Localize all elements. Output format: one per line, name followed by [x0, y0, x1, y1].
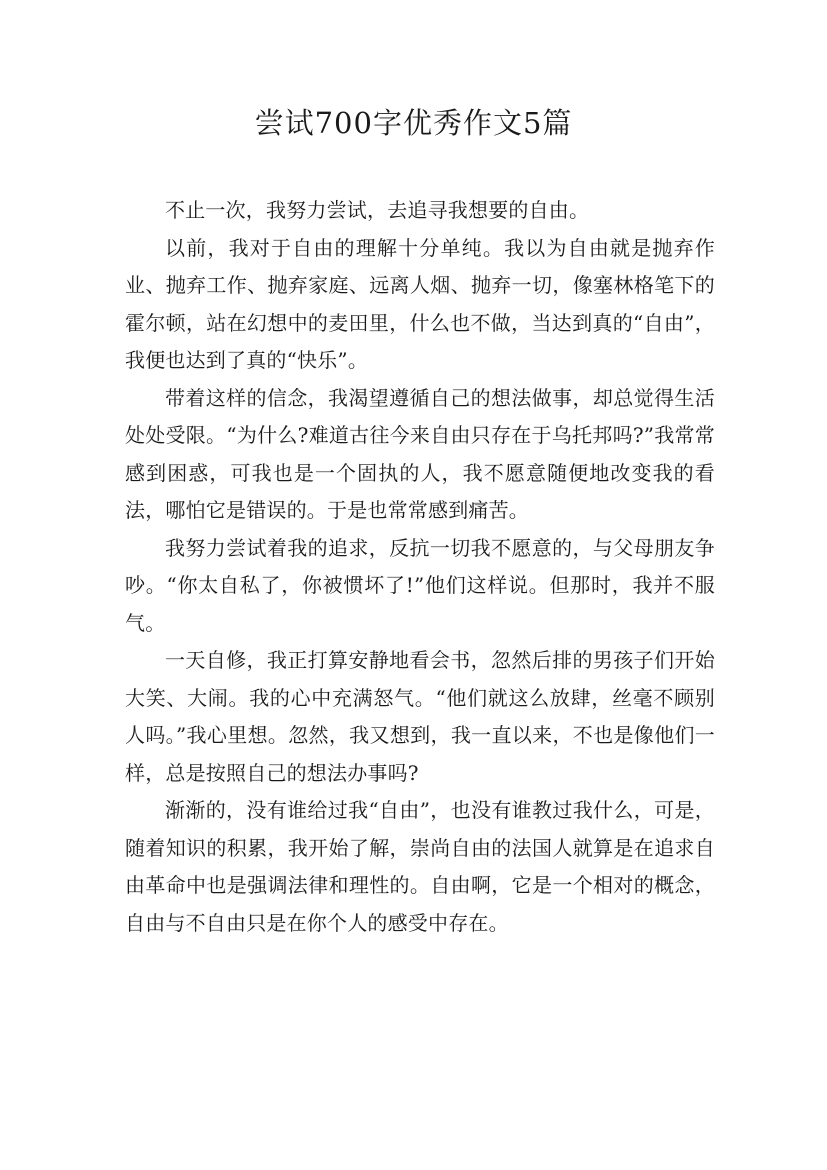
paragraph-3: 带着这样的信念，我渴望遵循自己的想法做事，却总觉得生活处处受限。“为什么?难道古往今来自由只存在于乌托邦吗?”我常常感到困惑，可我也是一个固执的人，我不愿意随便地改变我的看法，哪怕它是错误的。于是也常常感到痛苦。	[125, 385, 715, 522]
paragraph-6: 渐渐的，没有谁给过我“自由”，也没有谁教过我什么，可是，随着知识的积累，我开始了解，崇尚自由的法国人就算是在追求自由革命中也是强调法律和理性的。自由啊，它是一个相对的概念，自由与不自由只是在你个人的感受中存在。	[125, 798, 715, 935]
paragraph-2: 以前，我对于自由的理解十分单纯。我以为自由就是抛弃作业、抛弃工作、抛弃家庭、远离人烟、抛弃一切，像塞林格笔下的霍尔顿，站在幻想中的麦田里，什么也不做，当达到真的“自由”，我便也达到了真的“快乐”。	[125, 235, 715, 372]
document-title: 尝试700字优秀作文5篇	[254, 106, 573, 140]
paragraph-5: 一天自修，我正打算安静地看会书，忽然后排的男孩子们开始大笑、大闹。我的心中充满怒气。“他们就这么放肆，丝毫不顾别人吗。”我心里想。忽然，我又想到，我一直以来，不也是像他们一样，总是按照自己的想法办事吗?	[125, 648, 715, 785]
document-body	[125, 192, 715, 942]
paragraph-1: 不止一次，我努力尝试，去追寻我想要的自由。	[165, 198, 590, 222]
paragraph-4: 我努力尝试着我的追求，反抗一切我不愿意的，与父母朋友争吵。“你太自私了，你被惯坏了!”他们这样说。但那时，我并不服气。	[125, 535, 715, 635]
